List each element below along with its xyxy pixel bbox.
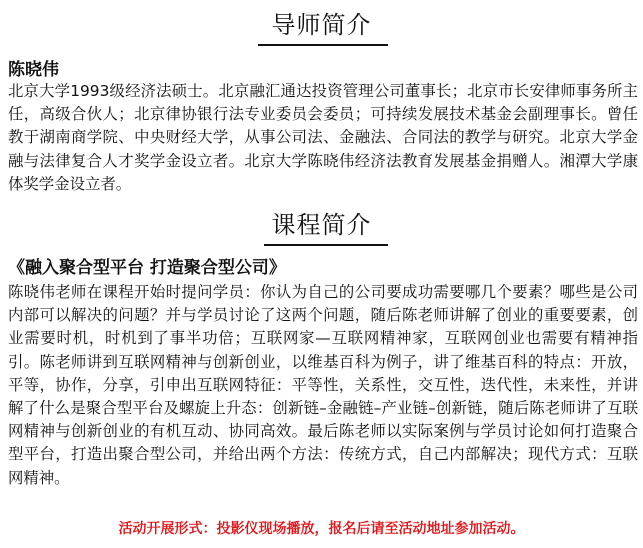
mentor-name: 陈晓伟: [8, 60, 59, 80]
course-title: 《融入聚合型平台 打造聚合型公司》: [8, 258, 286, 278]
course-description: 陈晓伟老师在课程开始时提问学员：你认为自己的公司要成功需要哪几个要素？哪些是公司内部可以解决的问题？并与学员讨论了这两个问题，随后陈老师讲解了创业的重要要素，创业需要时机，时机到了事半功倍；互联网家—互联网精神家，互联网创业也需要有精神指引。陈老师讲到互联网精神与创新创业，以维基百科为例子，讲了维基百科的特点：开放，平等，协作，分享，引申出互联网特征：平等性，关系性，交互性，迭代性，未来性，并讲解了什么是聚合型平台及螺旋上升态：创新链–金融链–产业链–创新链，随后陈老师讲了互联网精神与创新创业的有机互动、协同高效。最后陈老师以实际案例与学员讨论如何打造聚合型平台，打造出聚合型公司，并给出两个方法：传统方式，自己内部解决；现代方式：互联网精神。: [8, 283, 638, 487]
activity-notice: 活动开展形式：投影仪现场播放，报名后请至活动地址参加活动。: [118, 521, 525, 537]
mentor-bio: 北京大学1993级经济法硕士。北京融汇通达投资管理公司董事长；北京市长安律师事务所主任，高级合伙人；北京律协银行法专业委员会委员；可持续发展技术基金会副理事长。曾任教于湖南商学院、中央财经大学，从事公司法、金融法、合同法的教学与研究。北京大学金融与法律复合人才奖学金设立者。北京大学陈晓伟经济法教育发展基金捐赠人。湘潭大学康体奖学金设立者。: [8, 82, 638, 193]
course-section-title: 课程简介: [271, 211, 372, 239]
mentor-title-underline: [258, 44, 388, 46]
course-title-underline: [264, 244, 388, 246]
mentor-section-title: 导师简介: [271, 11, 372, 39]
